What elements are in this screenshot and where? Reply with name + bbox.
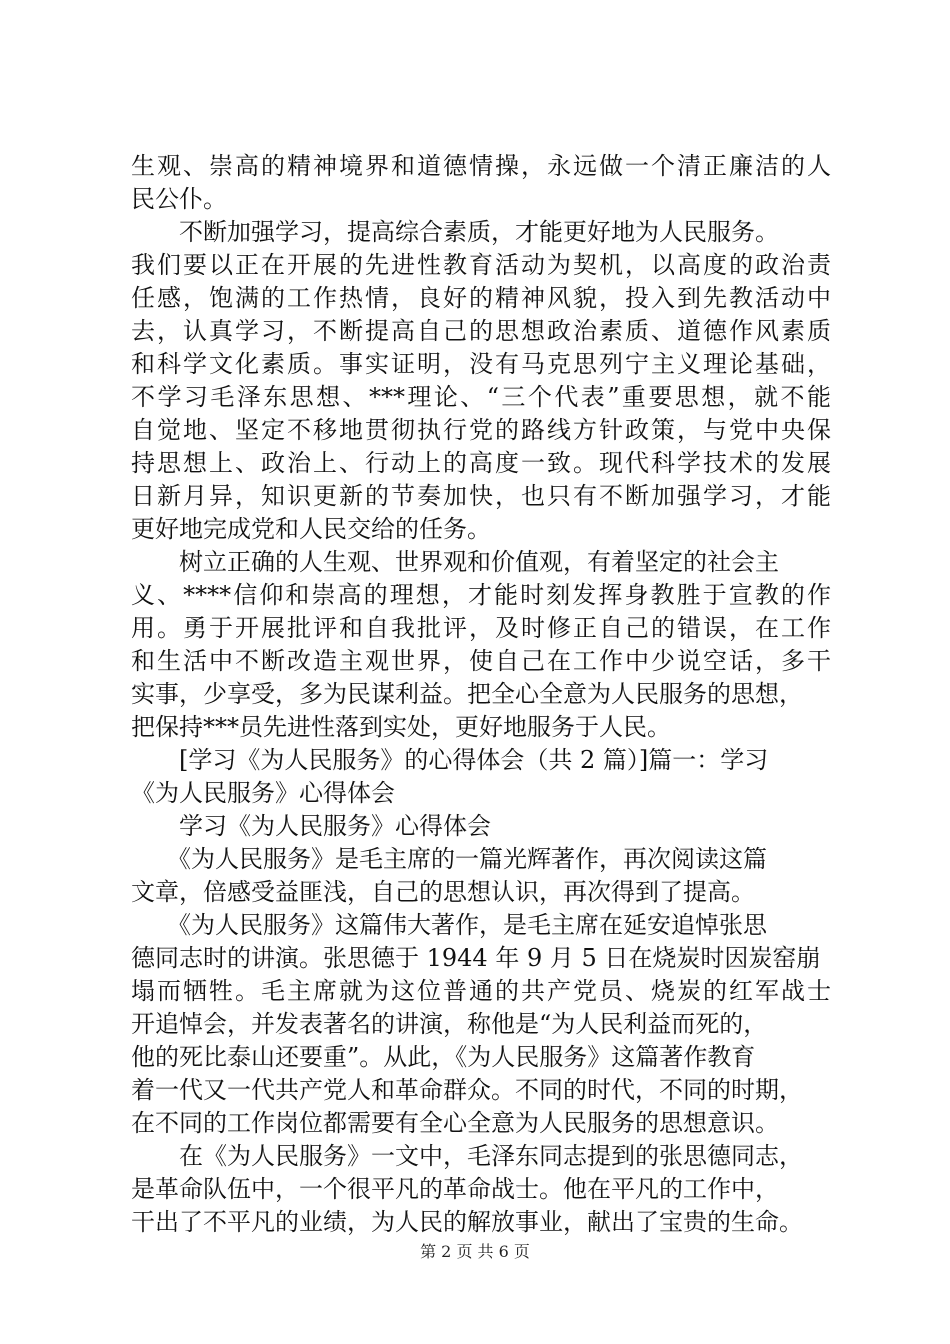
text-line: 去，认真学习，不断提高自己的思想政治素质、道德作风素质 — [131, 317, 831, 345]
text-line: 学习《为人民服务》心得体会 — [131, 812, 491, 840]
text-line: 日新月异，知识更新的节奏加快，也只有不断加强学习，才能 — [131, 482, 831, 510]
text-line: 《为人民服务》心得体会 — [131, 779, 395, 807]
text-line: 他的死比泰山还要重”。从此，《为人民服务》这篇著作教育 — [131, 1043, 756, 1071]
text-line: 生观、崇高的精神境界和道德情操，永远做一个清正廉洁的人 — [131, 152, 831, 180]
page-footer — [0, 1242, 950, 1262]
text-line: 德同志时的讲演。张思德于 1944 年 9 月 5 日在烧炭时因炭窑崩 — [131, 944, 821, 972]
text-line: 文章，倍感受益匪浅，自己的思想认识，再次得到了提高。 — [131, 878, 755, 906]
text-line: 不学习毛泽东思想、***理论、“三个代表”重要思想，就不能 — [131, 383, 831, 411]
text-line: 《为人民服务》这篇伟大著作，是毛主席在延安追悼张思 — [131, 911, 767, 939]
text-line: 干出了不平凡的业绩，为人民的解放事业，献出了宝贵的生命。 — [131, 1208, 803, 1236]
text-line: 自觉地、坚定不移地贯彻执行党的路线方针政策，与党中央保 — [131, 416, 831, 444]
page-number: 第 2 页 共 6 页 — [420, 1242, 530, 1261]
text-line: 《为人民服务》是毛主席的一篇光辉著作，再次阅读这篇 — [131, 845, 767, 873]
document-body — [131, 150, 831, 1239]
text-line: 树立正确的人生观、世界观和价值观，有着坚定的社会主 — [131, 548, 779, 576]
text-line: 持思想上、政治上、行动上的高度一致。现代科学技术的发展 — [131, 449, 831, 477]
text-line: 在《为人民服务》一文中，毛泽东同志提到的张思德同志， — [131, 1142, 803, 1170]
text-line: 着一代又一代共产党人和革命群众。不同的时代，不同的时期， — [131, 1076, 803, 1104]
text-line: 和科学文化素质。事实证明，没有马克思列宁主义理论基础， — [131, 350, 831, 378]
text-line: 塌而牺牲。毛主席就为这位普通的共产党员、烧炭的红军战士 — [131, 977, 831, 1005]
text-line: 民公仆。 — [131, 185, 227, 213]
text-line: 实事，少享受，多为民谋利益。把全心全意为人民服务的思想， — [131, 680, 803, 708]
text-line: 在不同的工作岗位都需要有全心全意为人民服务的思想意识。 — [131, 1109, 779, 1137]
text-line: 我们要以正在开展的先进性教育活动为契机，以高度的政治责 — [131, 251, 831, 279]
text-line: 不断加强学习，提高综合素质，才能更好地为人民服务。 — [131, 218, 779, 246]
text-line: 任感，饱满的工作热情，良好的精神风貌，投入到先教活动中 — [131, 284, 831, 312]
text-line: 开追悼会，并发表著名的讲演，称他是“为人民利益而死的， — [131, 1010, 768, 1038]
text-line: [学习《为人民服务》的心得体会（共 2 篇）]篇一：学习 — [131, 746, 769, 774]
text-line: 用。勇于开展批评和自我批评，及时修正自己的错误，在工作 — [131, 614, 831, 642]
text-line: 义、****信仰和崇高的理想，才能时刻发挥身教胜于宣教的作 — [131, 581, 831, 609]
text-line: 更好地完成党和人民交给的任务。 — [131, 515, 491, 543]
text-line: 和生活中不断改造主观世界，使自己在工作中少说空话，多干 — [131, 647, 831, 675]
text-line: 是革命队伍中，一个很平凡的革命战士。他在平凡的工作中， — [131, 1175, 779, 1203]
text-line: 把保持***员先进性落到实处，更好地服务于人民。 — [131, 713, 671, 741]
